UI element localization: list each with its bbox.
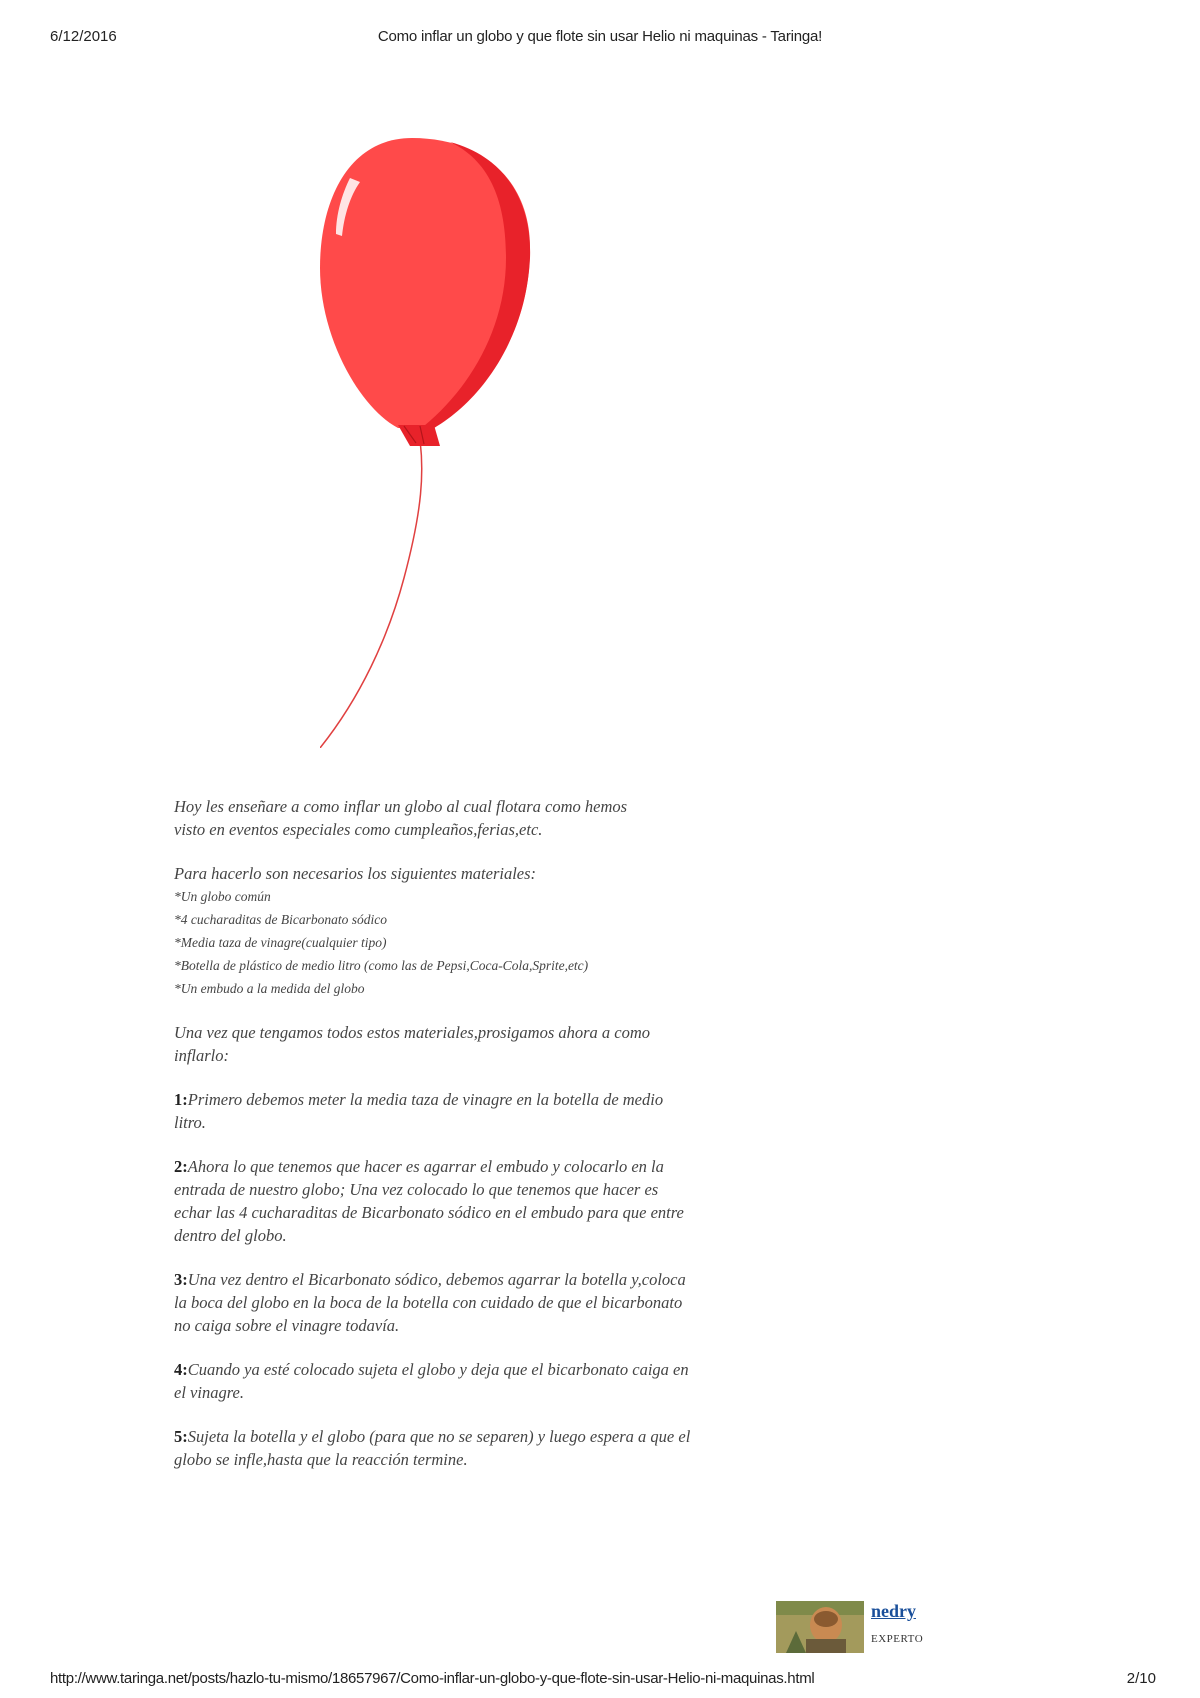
page-number: 2/10: [1126, 1670, 1156, 1687]
user-avatar-icon[interactable]: [776, 1601, 864, 1653]
step-text: Cuando ya esté colocado sujeta el globo y deja que el bicarbonato caiga en el vinagre.: [174, 1360, 689, 1402]
red-balloon-icon: [320, 138, 580, 748]
intro-line: visto en eventos especiales como cumpleaños,ferias,etc.: [174, 820, 543, 839]
step-number: 1:: [174, 1090, 188, 1109]
step-number: 2:: [174, 1157, 188, 1176]
article-body: [174, 795, 694, 1492]
materials-heading: Para hacerlo son necesarios los siguientes materiales:: [174, 864, 537, 883]
step-number: 4:: [174, 1360, 188, 1379]
page-title: Como inflar un globo y que flote sin usar Helio ni maquinas - Taringa!: [377, 28, 823, 45]
step-number: 3:: [174, 1270, 188, 1289]
page-url: http://www.taringa.net/posts/hazlo-tu-mismo/18657967/Como-inflar-un-globo-y-que-flote-sin-usar-Helio-ni-maquinas.html: [50, 1670, 815, 1687]
materials-list: [174, 885, 694, 1000]
list-item: *Media taza de vinagre(cualquier tipo): [174, 935, 387, 950]
author-name-link[interactable]: nedry: [871, 1601, 916, 1621]
step-text: Primero debemos meter la media taza de vinagre en la botella de medio litro.: [174, 1090, 664, 1132]
step-number: 5:: [174, 1427, 188, 1446]
intro-line: Hoy les enseñare a como inflar un globo al cual flotara como hemos: [174, 797, 628, 816]
list-item: *4 cucharaditas de Bicarbonato sódico: [174, 912, 387, 927]
list-item: *Un globo común: [174, 889, 271, 904]
author-card: [776, 1601, 956, 1657]
step-paragraph: [174, 1155, 694, 1247]
step-paragraph: [174, 1268, 694, 1337]
print-date: 6/12/2016: [50, 28, 117, 45]
transition-paragraph: Una vez que tengamos todos estos materiales,prosigamos ahora a como inflarlo:: [174, 1023, 651, 1065]
step-paragraph: [174, 1088, 694, 1134]
intro-paragraph: [174, 795, 694, 841]
author-rank: EXPERTO: [871, 1633, 924, 1645]
step-paragraph: [174, 1358, 694, 1404]
step-paragraph: [174, 1425, 694, 1471]
step-text: Ahora lo que tenemos que hacer es agarrar el embudo y colocarlo en la entrada de nuestro globo; Una vez colocado lo que tenemos que hacer es echar las 4 cucharaditas de Bicarbonato sódico en el embudo para que entre dentro del globo.: [174, 1157, 684, 1245]
step-text: Sujeta la botella y el globo (para que no se separen) y luego espera a que el globo se infle,hasta que la reacción termine.: [174, 1427, 691, 1469]
list-item: *Un embudo a la medida del globo: [174, 981, 365, 996]
list-item: *Botella de plástico de medio litro (como las de Pepsi,Coca-Cola,Sprite,etc): [174, 958, 589, 973]
step-text: Una vez dentro el Bicarbonato sódico, debemos agarrar la botella y,coloca la boca del globo en la boca de la botella con cuidado de que el bicarbonato no caiga sobre el vinagre todavía.: [174, 1270, 686, 1335]
